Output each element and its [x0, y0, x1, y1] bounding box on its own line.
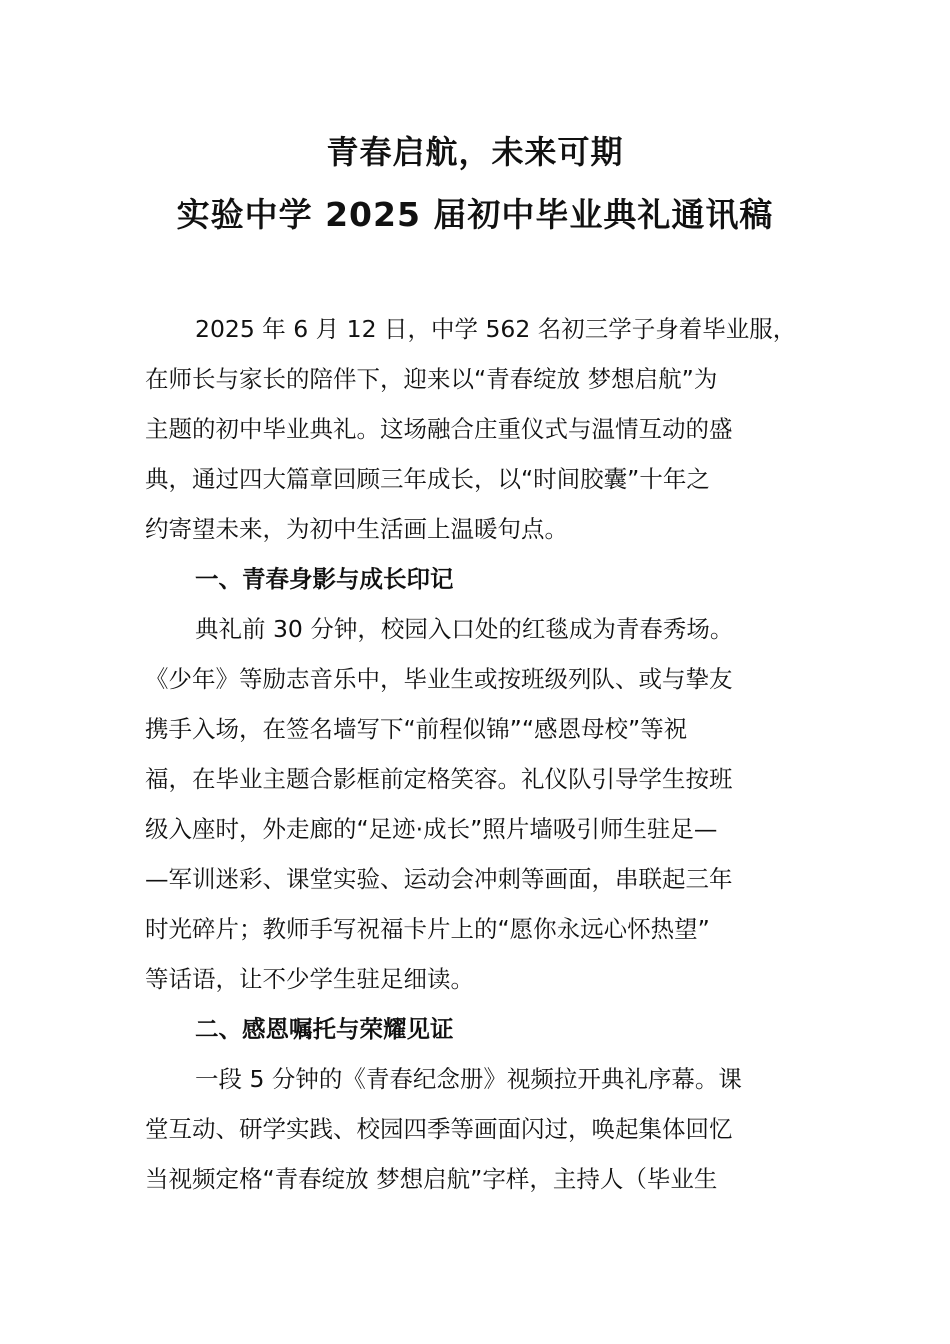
text-line: 《少年》等励志音乐中，毕业生或按班级列队、或与挚友 [145, 665, 733, 693]
text-line: 当视频定格“青春绽放 梦想启航”字样，主持人（毕业生 [145, 1165, 718, 1193]
text-line: 时光碎片；教师手写祝福卡片上的“愿你永远心怀热望” [145, 915, 710, 943]
text-line: 一段 5 分钟的《青春纪念册》视频拉开典礼序幕。课 [195, 1065, 742, 1093]
text-line: 典礼前 30 分钟，校园入口处的红毯成为青春秀场。 [195, 615, 734, 643]
text-line: 主题的初中毕业典礼。这场融合庄重仪式与温情互动的盛 [145, 415, 733, 443]
text-line: 级入座时，外走廊的“足迹·成长”照片墙吸引师生驻足— [145, 815, 718, 843]
text-line: 堂互动、研学实践、校园四季等画面闪过，唤起集体回忆 [145, 1115, 733, 1143]
section-heading: 一、青春身影与成长印记 [195, 565, 454, 593]
document-title: 青春启航，未来可期 [326, 133, 624, 171]
text-line: 等话语，让不少学生驻足细读。 [145, 965, 474, 993]
text-line: 2025 年 6 月 12 日，中学 562 名初三学子身着毕业服， [195, 315, 797, 343]
text-line: 约寄望未来，为初中生活画上温暖句点。 [145, 515, 568, 543]
document-body [145, 304, 815, 1204]
text-line: 典，通过四大篇章回顾三年成长，以“时间胶囊”十年之 [145, 465, 710, 493]
text-line: 在师长与家长的陪伴下，迎来以“青春绽放 梦想启航”为 [145, 365, 718, 393]
section-heading: 二、感恩嘱托与荣耀见证 [195, 1015, 454, 1043]
document-subtitle: 实验中学 2025 届初中毕业典礼通讯稿 [176, 195, 774, 234]
text-line: 携手入场，在签名墙写下“前程似锦”“感恩母校”等祝 [145, 715, 688, 743]
text-line: 福，在毕业主题合影框前定格笑容。礼仪队引导学生按班 [145, 765, 733, 793]
text-line: —军训迷彩、课堂实验、运动会冲刺等画面，串联起三年 [145, 865, 733, 893]
